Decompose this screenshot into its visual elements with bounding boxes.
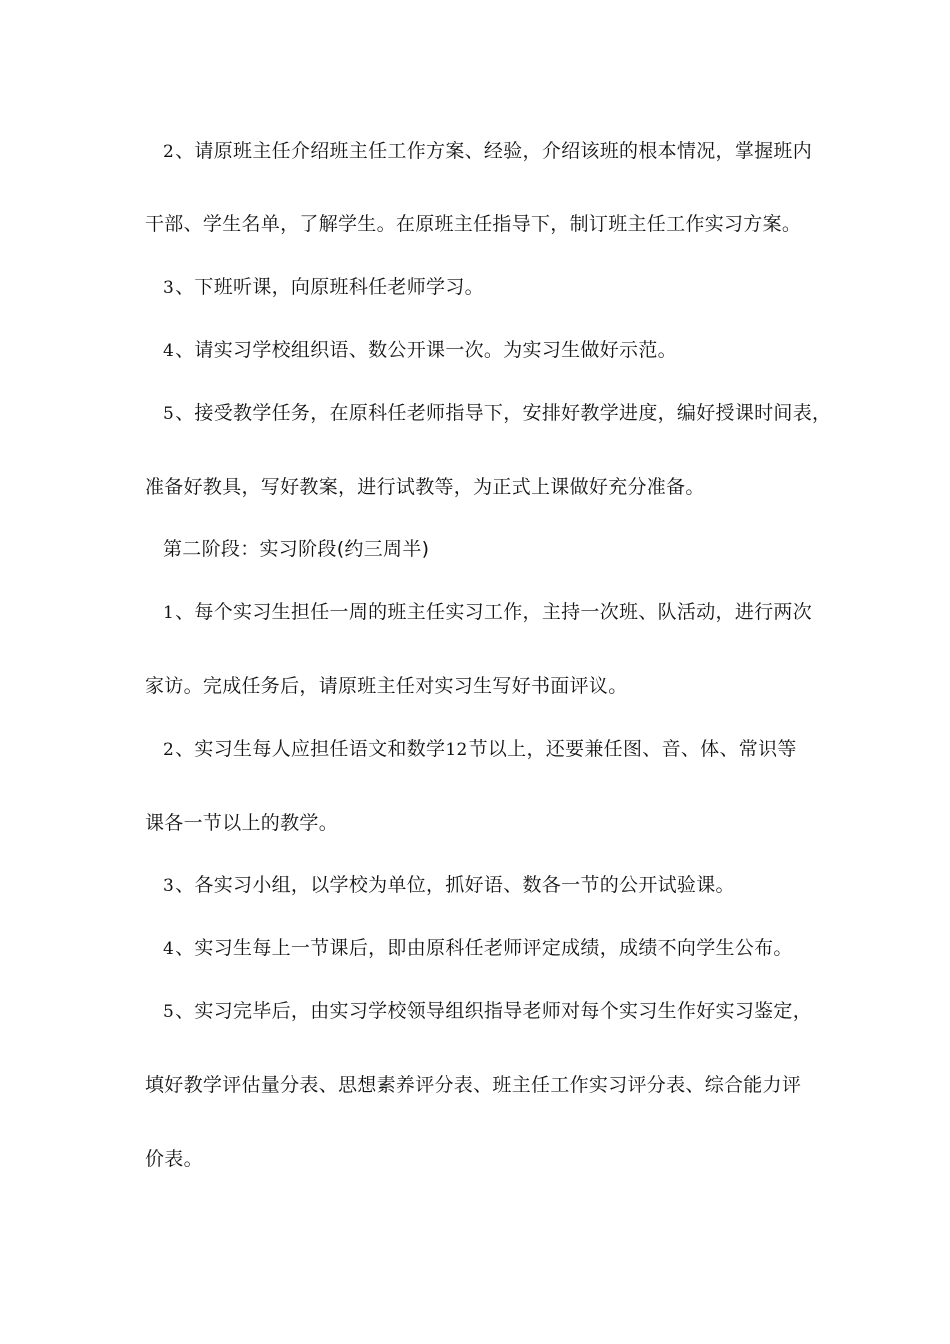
line-text: 准备好教具，写好教案，进行试教等，为正式上课做好充分准备。	[145, 476, 705, 498]
list-number: 3	[163, 278, 175, 298]
list-number: 2	[163, 740, 175, 760]
line-text: 、接受教学任务，在原科任老师指导下，安排好教学进度，编好授课时间表，	[175, 402, 832, 424]
list-number: 1	[163, 603, 175, 623]
paragraph-line	[145, 1073, 825, 1097]
list-number: 4	[163, 939, 175, 959]
line-text: 、请实习学校组织语、数公开课一次。为实习生做好示范。	[175, 339, 677, 361]
line-text: 、下班听课，向原班科任老师学习。	[175, 276, 484, 298]
paragraph-line	[145, 475, 825, 499]
paragraph-line	[163, 275, 843, 300]
inline-number: 12	[445, 740, 468, 760]
paragraph-line	[145, 212, 825, 236]
line-text: 家访。完成任务后，请原班主任对实习生写好书面评议。	[145, 675, 628, 697]
line-text: 、实习完毕后，由实习学校领导组织指导老师对每个实习生作好实习鉴定，	[175, 1000, 813, 1022]
line-text: 、实习生每人应担任语文和数学	[175, 738, 446, 760]
line-text: 课各一节以上的教学。	[145, 812, 339, 834]
line-text: 价表。	[145, 1148, 203, 1170]
line-text: 节以上，还要兼任图、音、体、常识等	[468, 738, 797, 760]
section-heading	[163, 537, 843, 561]
paragraph-line	[163, 338, 843, 363]
line-text: 、请原班主任介绍班主任工作方案、经验，介绍该班的根本情况，掌握班内	[175, 140, 813, 162]
line-text: 、每个实习生担任一周的班主任实习工作，主持一次班、队活动，进行两次	[175, 601, 813, 623]
paragraph-line	[163, 600, 843, 625]
line-text: 第二阶段：实习阶段(约三周半)	[163, 538, 430, 560]
paragraph-line	[163, 401, 843, 426]
paragraph-line	[163, 873, 843, 898]
paragraph-line	[163, 936, 843, 961]
paragraph-line	[145, 1147, 825, 1171]
list-number: 4	[163, 341, 175, 361]
line-text: 、实习生每上一节课后，即由原科任老师评定成绩，成绩不向学生公布。	[175, 937, 793, 959]
list-number: 3	[163, 876, 175, 896]
list-number: 5	[163, 404, 175, 424]
list-number: 5	[163, 1002, 175, 1022]
paragraph-line	[163, 139, 843, 164]
line-text: 、各实习小组，以学校为单位，抓好语、数各一节的公开试验课。	[175, 874, 735, 896]
line-text: 填好教学评估量分表、思想素养评分表、班主任工作实习评分表、综合能力评	[145, 1074, 802, 1096]
line-text: 干部、学生名单，了解学生。在原班主任指导下，制订班主任工作实习方案。	[145, 213, 802, 235]
paragraph-line	[145, 674, 825, 698]
list-number: 2	[163, 142, 175, 162]
paragraph-line	[163, 737, 843, 762]
paragraph-line	[145, 811, 825, 835]
paragraph-line	[163, 999, 843, 1024]
